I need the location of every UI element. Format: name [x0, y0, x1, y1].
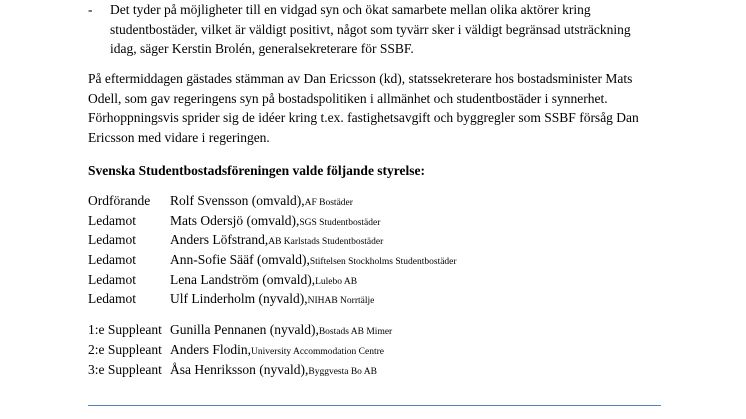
- board-role: Ledamot: [88, 212, 136, 228]
- suppleant-role: 1:e Suppleant: [88, 322, 162, 338]
- body-paragraph: [88, 69, 688, 147]
- bullet-dash: -: [88, 2, 93, 17]
- suppleant-row: [88, 322, 708, 342]
- suppleant-person: Anders Flodin,: [170, 341, 251, 357]
- board-row: [88, 213, 708, 233]
- board-list: [88, 193, 708, 381]
- board-person: Anders Löfstrand,: [170, 232, 269, 248]
- board-row: [88, 193, 708, 213]
- board-role: Ledamot: [88, 291, 136, 307]
- board-person: Rolf Svensson (omvald),: [170, 193, 305, 208]
- footer-rule: [88, 405, 661, 406]
- board-role: Ordförande: [88, 193, 151, 208]
- board-person: Ann-Sofie Sääf (omvald),: [170, 252, 310, 268]
- paragraph-line: Förhoppningsvis sprider sig de idéer kring t.ex. fastighetsavgift och byggregler som SSBF försåg Dan: [88, 110, 639, 126]
- bullet-line: studentbostäder, vilket är väldigt positivt, något som tyvärr sker i väldigt begränsad utsträckning: [110, 21, 631, 37]
- board-role: Ledamot: [88, 252, 136, 268]
- paragraph-line: På eftermiddagen gästades stämman av Dan Ericsson (kd), statssekreterare hos bostadsminister Mats: [88, 71, 633, 86]
- board-person: Ulf Linderholm (nyvald),: [170, 291, 308, 307]
- suppleant-organization: University Accommodation Centre: [251, 346, 384, 357]
- board-role: Ledamot: [88, 271, 136, 287]
- suppleant-person: Gunilla Pennanen (nyvald),: [170, 322, 319, 338]
- board-organization: SGS Studentbostäder: [299, 217, 381, 228]
- paragraph-line: Odell, som gav regeringens syn på bostadspolitiken i allmänhet och studentbostäder i synnerhet.: [88, 90, 608, 106]
- board-row: [88, 272, 708, 292]
- suppleant-organization: Byggvesta Bo AB: [308, 366, 377, 377]
- board-organization: AB Karlstads Studentbostäder: [268, 237, 384, 248]
- bullet-line: Det tyder på möjligheter till en vidgad syn och ökat samarbete mellan olika aktörer kring: [110, 2, 591, 17]
- paragraph-line: Ericsson med vidare i regeringen.: [88, 129, 270, 145]
- board-person: Lena Landström (omvald),: [170, 271, 316, 287]
- board-organization: Stiftelsen Stockholms Studentbostäder: [309, 257, 457, 268]
- suppleant-role: 2:e Suppleant: [88, 341, 162, 357]
- suppleant-person: Åsa Henriksson (nyvald),: [170, 361, 309, 377]
- board-organization: NIHAB Norrtälje: [307, 296, 375, 307]
- board-row: [88, 232, 708, 252]
- board-organization: AF Bostäder: [304, 198, 353, 208]
- suppleant-row: [88, 362, 708, 382]
- board-heading: Svenska Studentbostadsföreningen valde följande styrelse:: [88, 163, 426, 178]
- board-organization: Lulebo AB: [315, 276, 358, 287]
- board-row: [88, 252, 708, 272]
- suppleant-organization: Bostads AB Mimer: [318, 327, 393, 338]
- board-role: Ledamot: [88, 232, 136, 248]
- list-gap: [88, 311, 708, 322]
- bullet-line: idag, säger Kerstin Brolén, generalsekreterare för SSBF.: [110, 41, 414, 56]
- board-row: [88, 291, 708, 311]
- quote-bullet: [88, 0, 670, 59]
- board-person: Mats Odersjö (omvald),: [170, 212, 300, 228]
- suppleant-row: [88, 342, 708, 362]
- suppleant-role: 3:e Suppleant: [88, 361, 162, 377]
